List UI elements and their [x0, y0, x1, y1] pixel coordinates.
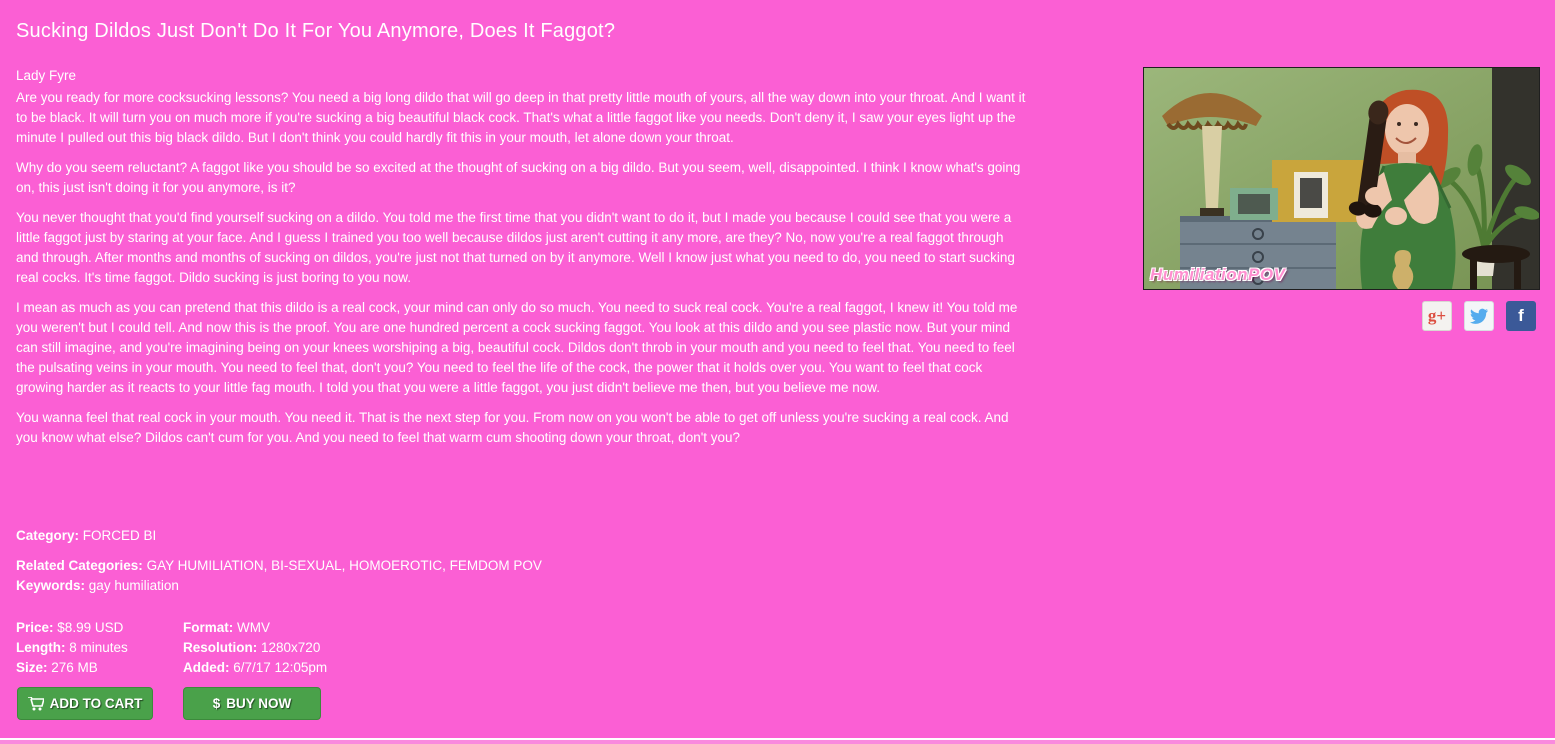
facebook-f-icon: f [1518, 306, 1524, 325]
related-categories-label: Related Categories: [16, 558, 143, 573]
length-label: Length: [16, 640, 66, 655]
format-label: Format: [183, 620, 234, 635]
description-paragraph: You wanna feel that real cock in your mouth. You need it. That is the next step for you. From now on you won't be able to get off unless you're sucking a real cock. And you know what else? Dildos can't cum for you. And you need to feel that warm cum shooting down your throat, don't you? [16, 410, 1009, 445]
footer-band [0, 740, 1555, 744]
size-row [16, 658, 128, 678]
add-to-cart-button[interactable] [17, 687, 153, 720]
page-title: Sucking Dildos Just Don't Do It For You Anymore, Does It Faggot? [16, 20, 616, 42]
details-column-right [183, 618, 327, 678]
description-paragraph: I mean as much as you can pretend that this dildo is a real cock, your mind can only do so much. You need to suck real cock. You're a real faggot, I knew it! You told me you weren't but I could tell. And now this is the proof. You are one hundred percent a cock sucking faggot. You look at this dildo and you see plastic now. But your mind can still imagine, and you're imagining being on your knees worshiping a big, beautiful cock. Dildos don't throb in your mouth and you need to feel that. You need to feel the pulsating veins in your mouth. You need to feel that, don't you? You need to feel the life of the cock, the power that it holds over you. You want to feel that cock growing harder as it reacts to your little fag mouth. I told you that you were a little faggot, you just didn't believe me then, but you believe me now. [16, 300, 1018, 395]
google-plus-icon: g+ [1427, 306, 1447, 325]
add-to-cart-label: ADD TO CART [49, 696, 143, 711]
preview-scene-illustration [1144, 68, 1539, 289]
related-categories-links[interactable]: GAY HUMILIATION, BI-SEXUAL, HOMOEROTIC, FEMDOM POV [146, 558, 542, 573]
dollar-sign-icon: $ [212, 696, 221, 711]
size-label: Size: [16, 660, 48, 675]
description-paragraph: You never thought that you'd find yourself sucking on a dildo. You told me the first time that you didn't want to do it, but I made you because I could see that you were a little faggot just by staring at your face. And I guess I trained you too well because dildos just aren't cutting it any more, are they? No, now you're a real faggot through and through. After months and months of sucking on dildos, you're just not that turned on by it anymore. Well I know just what you need to do, you need to start sucking real cocks. It's time faggot. Dildo sucking is just boring to you now. [16, 210, 1015, 285]
price-row [16, 618, 128, 638]
description-paragraph: Are you ready for more cocksucking lessons? You need a big long dildo that will go deep in that pretty little mouth of yours, all the way down into your throat. And I want it to be black. It will turn you on much more if you're sucking a big beautiful black cock. That's what a little faggot like you needs. Don't deny it, I saw your eyes light up the minute I pulled out this big black dildo. But I don't think you could hardly fit this in your mouth, let alone down your throat. [16, 90, 1026, 145]
description-paragraph: Why do you seem reluctant? A faggot like you should be so excited at the thought of sucking on a big dildo. But you seem, well, disappointed. I think I know what's going on, this just isn't doing it for you anymore, is it? [16, 160, 1021, 195]
social-share-bar [1422, 301, 1536, 331]
related-categories-row [16, 558, 542, 573]
price-label: Price: [16, 620, 54, 635]
category-link[interactable]: FORCED BI [82, 528, 157, 543]
category-row [16, 528, 156, 543]
size-value: 276 MB [51, 660, 98, 675]
facebook-share-button[interactable] [1506, 301, 1536, 331]
resolution-label: Resolution: [183, 640, 258, 655]
format-row [183, 618, 327, 638]
google-plus-share-button[interactable] [1422, 301, 1452, 331]
keywords-link[interactable]: gay humiliation [88, 578, 179, 593]
resolution-row [183, 638, 327, 658]
added-value: 6/7/17 12:05pm [233, 660, 328, 675]
twitter-share-button[interactable] [1464, 301, 1494, 331]
length-value: 8 minutes [69, 640, 128, 655]
category-label: Category: [16, 528, 80, 543]
product-description [16, 88, 1026, 458]
resolution-value: 1280x720 [261, 640, 321, 655]
keywords-label: Keywords: [16, 578, 86, 593]
added-label: Added: [183, 660, 230, 675]
performer-link[interactable]: Lady Fyre [16, 68, 77, 83]
length-row [16, 638, 128, 658]
buy-now-button[interactable] [183, 687, 321, 720]
cart-icon [28, 697, 44, 711]
price-value: $8.99 USD [57, 620, 124, 635]
video-preview-thumbnail[interactable] [1143, 67, 1540, 290]
buy-now-label: BUY NOW [226, 696, 292, 711]
watermark-logo: HumiliationPOV [1150, 265, 1286, 284]
format-value: WMV [237, 620, 271, 635]
details-column-left [16, 618, 128, 678]
keywords-row [16, 578, 179, 593]
twitter-bird-icon [1470, 307, 1488, 325]
added-row [183, 658, 327, 678]
